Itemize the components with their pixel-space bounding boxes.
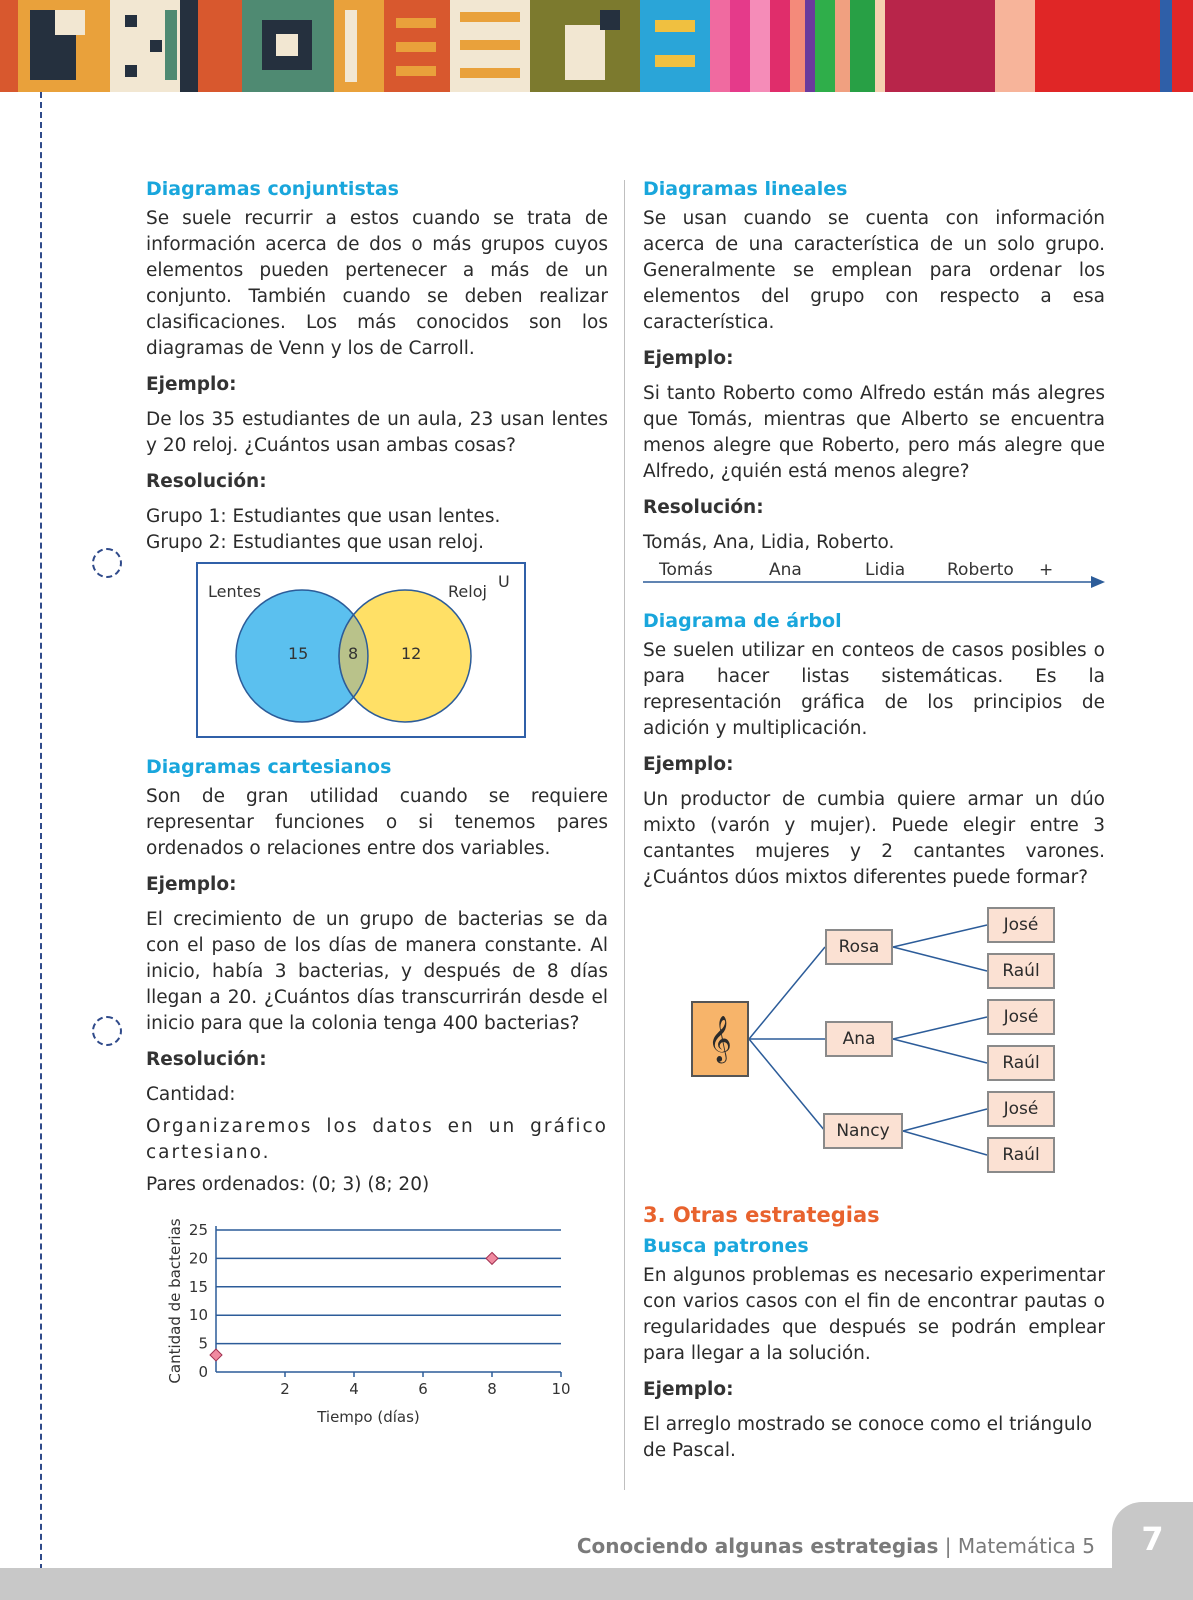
chart-svg xyxy=(166,1212,586,1442)
example-label: Ejemplo: xyxy=(146,874,237,895)
conjuntistas-description: Se suele recurrir a estos cuando se trata de información acerca de dos o más grupos cuyos elementos pueden pertenecer a más de un conjunto. También cuando se deben realizar clasificaciones. Los más conocidos son los diagramas de Venn y los de Carroll. xyxy=(146,208,608,359)
section-title-arbol: Diagrama de árbol xyxy=(643,610,842,632)
footer-separator: | xyxy=(938,1534,958,1558)
page-number: 7 xyxy=(1141,1520,1164,1558)
organize-text: Organizaremos los datos en un gráfico cartesiano. xyxy=(146,1116,608,1163)
y-tick-label: 20 xyxy=(188,1249,208,1268)
line-item-ana: Ana xyxy=(769,560,802,580)
y-tick-label: 5 xyxy=(198,1334,208,1353)
lineales-example: Si tanto Roberto como Alfredo están más alegres que Tomás, mientras que Alberto se encuentra menos alegre que Roberto, pero más alegre que Alfredo, ¿quién está menos alegre? xyxy=(643,383,1105,482)
linear-diagram xyxy=(643,560,1105,600)
venn-diagram xyxy=(196,562,526,738)
x-tick-label: 2 xyxy=(280,1380,290,1398)
x-tick-label: 8 xyxy=(487,1380,497,1398)
footer-caption xyxy=(577,1534,1095,1558)
woven-pattern-banner xyxy=(0,0,1193,92)
tree-node-raul: Raúl xyxy=(987,953,1055,989)
y-tick-label: 10 xyxy=(188,1306,208,1325)
line-plus-sign: + xyxy=(1039,560,1054,580)
data-point xyxy=(486,1252,498,1264)
line-item-lidia: Lidia xyxy=(865,560,906,580)
venn-right-label: Reloj xyxy=(448,582,487,601)
example-label: Ejemplo: xyxy=(643,1379,734,1400)
y-tick-label: 15 xyxy=(188,1277,208,1296)
venn-only-reloj: 12 xyxy=(401,644,422,663)
x-axis-label: Tiempo (días) xyxy=(317,1408,420,1426)
resolution-label: Resolución: xyxy=(146,1049,267,1070)
tree-node-jose: José xyxy=(987,999,1055,1035)
binding-dashed-line xyxy=(40,92,42,1600)
tree-node-ana: Ana xyxy=(825,1021,893,1057)
group-1-text: Grupo 1: Estudiantes que usan lentes. xyxy=(146,506,501,527)
left-column xyxy=(146,178,608,1442)
x-tick-label: 4 xyxy=(349,1380,359,1398)
footer-chapter: Conociendo algunas estrategias xyxy=(576,1534,939,1558)
cantidad-text: Cantidad: xyxy=(146,1084,236,1105)
tree-node-raul: Raúl xyxy=(987,1045,1055,1081)
cartesianos-example: El crecimiento de un grupo de bacterias se da con el paso de los días de manera constante. Al inicio, había 3 bacterias, y después de 8 días llegan a 20. ¿Cuántos días transcurrirán desde el inicio para que la colonia tenga 400 bacterias? xyxy=(146,909,608,1034)
arbol-example: Un productor de cumbia quiere armar un dúo mixto (varón y mujer). Puede elegir entre 3 cantantes mujeres y 2 cantantes varones. ¿Cuántos dúos mixtos diferentes puede formar? xyxy=(643,789,1105,888)
venn-both: 8 xyxy=(348,644,359,663)
binder-hole-marker xyxy=(92,548,122,578)
y-tick-label: 25 xyxy=(188,1221,208,1239)
x-tick-label: 10 xyxy=(551,1380,571,1398)
bacteria-chart xyxy=(166,1212,586,1442)
section-title-conjuntistas: Diagramas conjuntistas xyxy=(146,178,399,200)
example-label: Ejemplo: xyxy=(643,754,734,775)
arbol-description: Se suelen utilizar en conteos de casos posibles o para hacer listas sistemáticas. Es la representación gráfica de los principios de adición y multiplicación. xyxy=(643,640,1105,739)
venn-left-label: Lentes xyxy=(208,582,262,601)
column-divider xyxy=(624,180,625,1490)
x-tick-label: 6 xyxy=(418,1380,428,1398)
music-note-icon: 𝄞 xyxy=(691,1001,749,1077)
tree-node-jose: José xyxy=(987,1091,1055,1127)
footer-bar xyxy=(0,1568,1193,1600)
y-axis-label: Cantidad de bacterias xyxy=(166,1218,184,1384)
tree-node-jose: José xyxy=(987,907,1055,943)
patrones-example: El arreglo mostrado se conoce como el triángulo de Pascal. xyxy=(643,1414,1093,1461)
tree-node-rosa: Rosa xyxy=(825,929,893,965)
footer-book: Matemática 5 xyxy=(957,1534,1095,1558)
right-column xyxy=(643,178,1105,1476)
section-title-cartesianos: Diagramas cartesianos xyxy=(146,756,392,778)
patrones-description: En algunos problemas es necesario experimentar con varios casos con el fin de encontrar pautas o regularidades que después se podrán emplear para llegar a la solución. xyxy=(643,1265,1105,1364)
venn-only-lentes: 15 xyxy=(288,644,309,663)
example-label: Ejemplo: xyxy=(146,374,237,395)
y-tick-label: 0 xyxy=(198,1363,208,1381)
section-subtitle-busca-patrones: Busca patrones xyxy=(643,1235,809,1257)
ordered-pairs-text: Pares ordenados: (0; 3) (8; 20) xyxy=(146,1174,430,1195)
binder-hole-marker xyxy=(92,1016,122,1046)
data-point xyxy=(210,1349,222,1361)
section-title-lineales: Diagramas lineales xyxy=(643,178,848,200)
tree-node-raul: Raúl xyxy=(987,1137,1055,1173)
cartesianos-description: Son de gran utilidad cuando se requiere representar funciones o si tenemos pares ordenados o relaciones entre dos variables. xyxy=(146,786,608,859)
lineales-description: Se usan cuando se cuenta con información acerca de una característica de un solo grupo. Generalmente se emplean para ordenar los elementos del grupo con respecto a esa característica. xyxy=(643,208,1105,333)
resolution-label: Resolución: xyxy=(146,471,267,492)
conjuntistas-example: De los 35 estudiantes de un aula, 23 usan lentes y 20 reloj. ¿Cuántos usan ambas cosas? xyxy=(146,409,608,456)
tree-diagram xyxy=(643,903,1105,1193)
resolution-label: Resolución: xyxy=(643,497,764,518)
example-label: Ejemplo: xyxy=(643,348,734,369)
tree-node-nancy: Nancy xyxy=(823,1113,903,1149)
group-2-text: Grupo 2: Estudiantes que usan reloj. xyxy=(146,532,484,553)
lineales-answer: Tomás, Ana, Lidia, Roberto. xyxy=(643,532,895,553)
venn-universe-label: U xyxy=(498,572,510,591)
section-title-otras-estrategias: 3. Otras estrategias xyxy=(643,1203,880,1227)
line-item-tomas: Tomás xyxy=(659,560,713,580)
line-item-roberto: Roberto xyxy=(947,560,1014,580)
